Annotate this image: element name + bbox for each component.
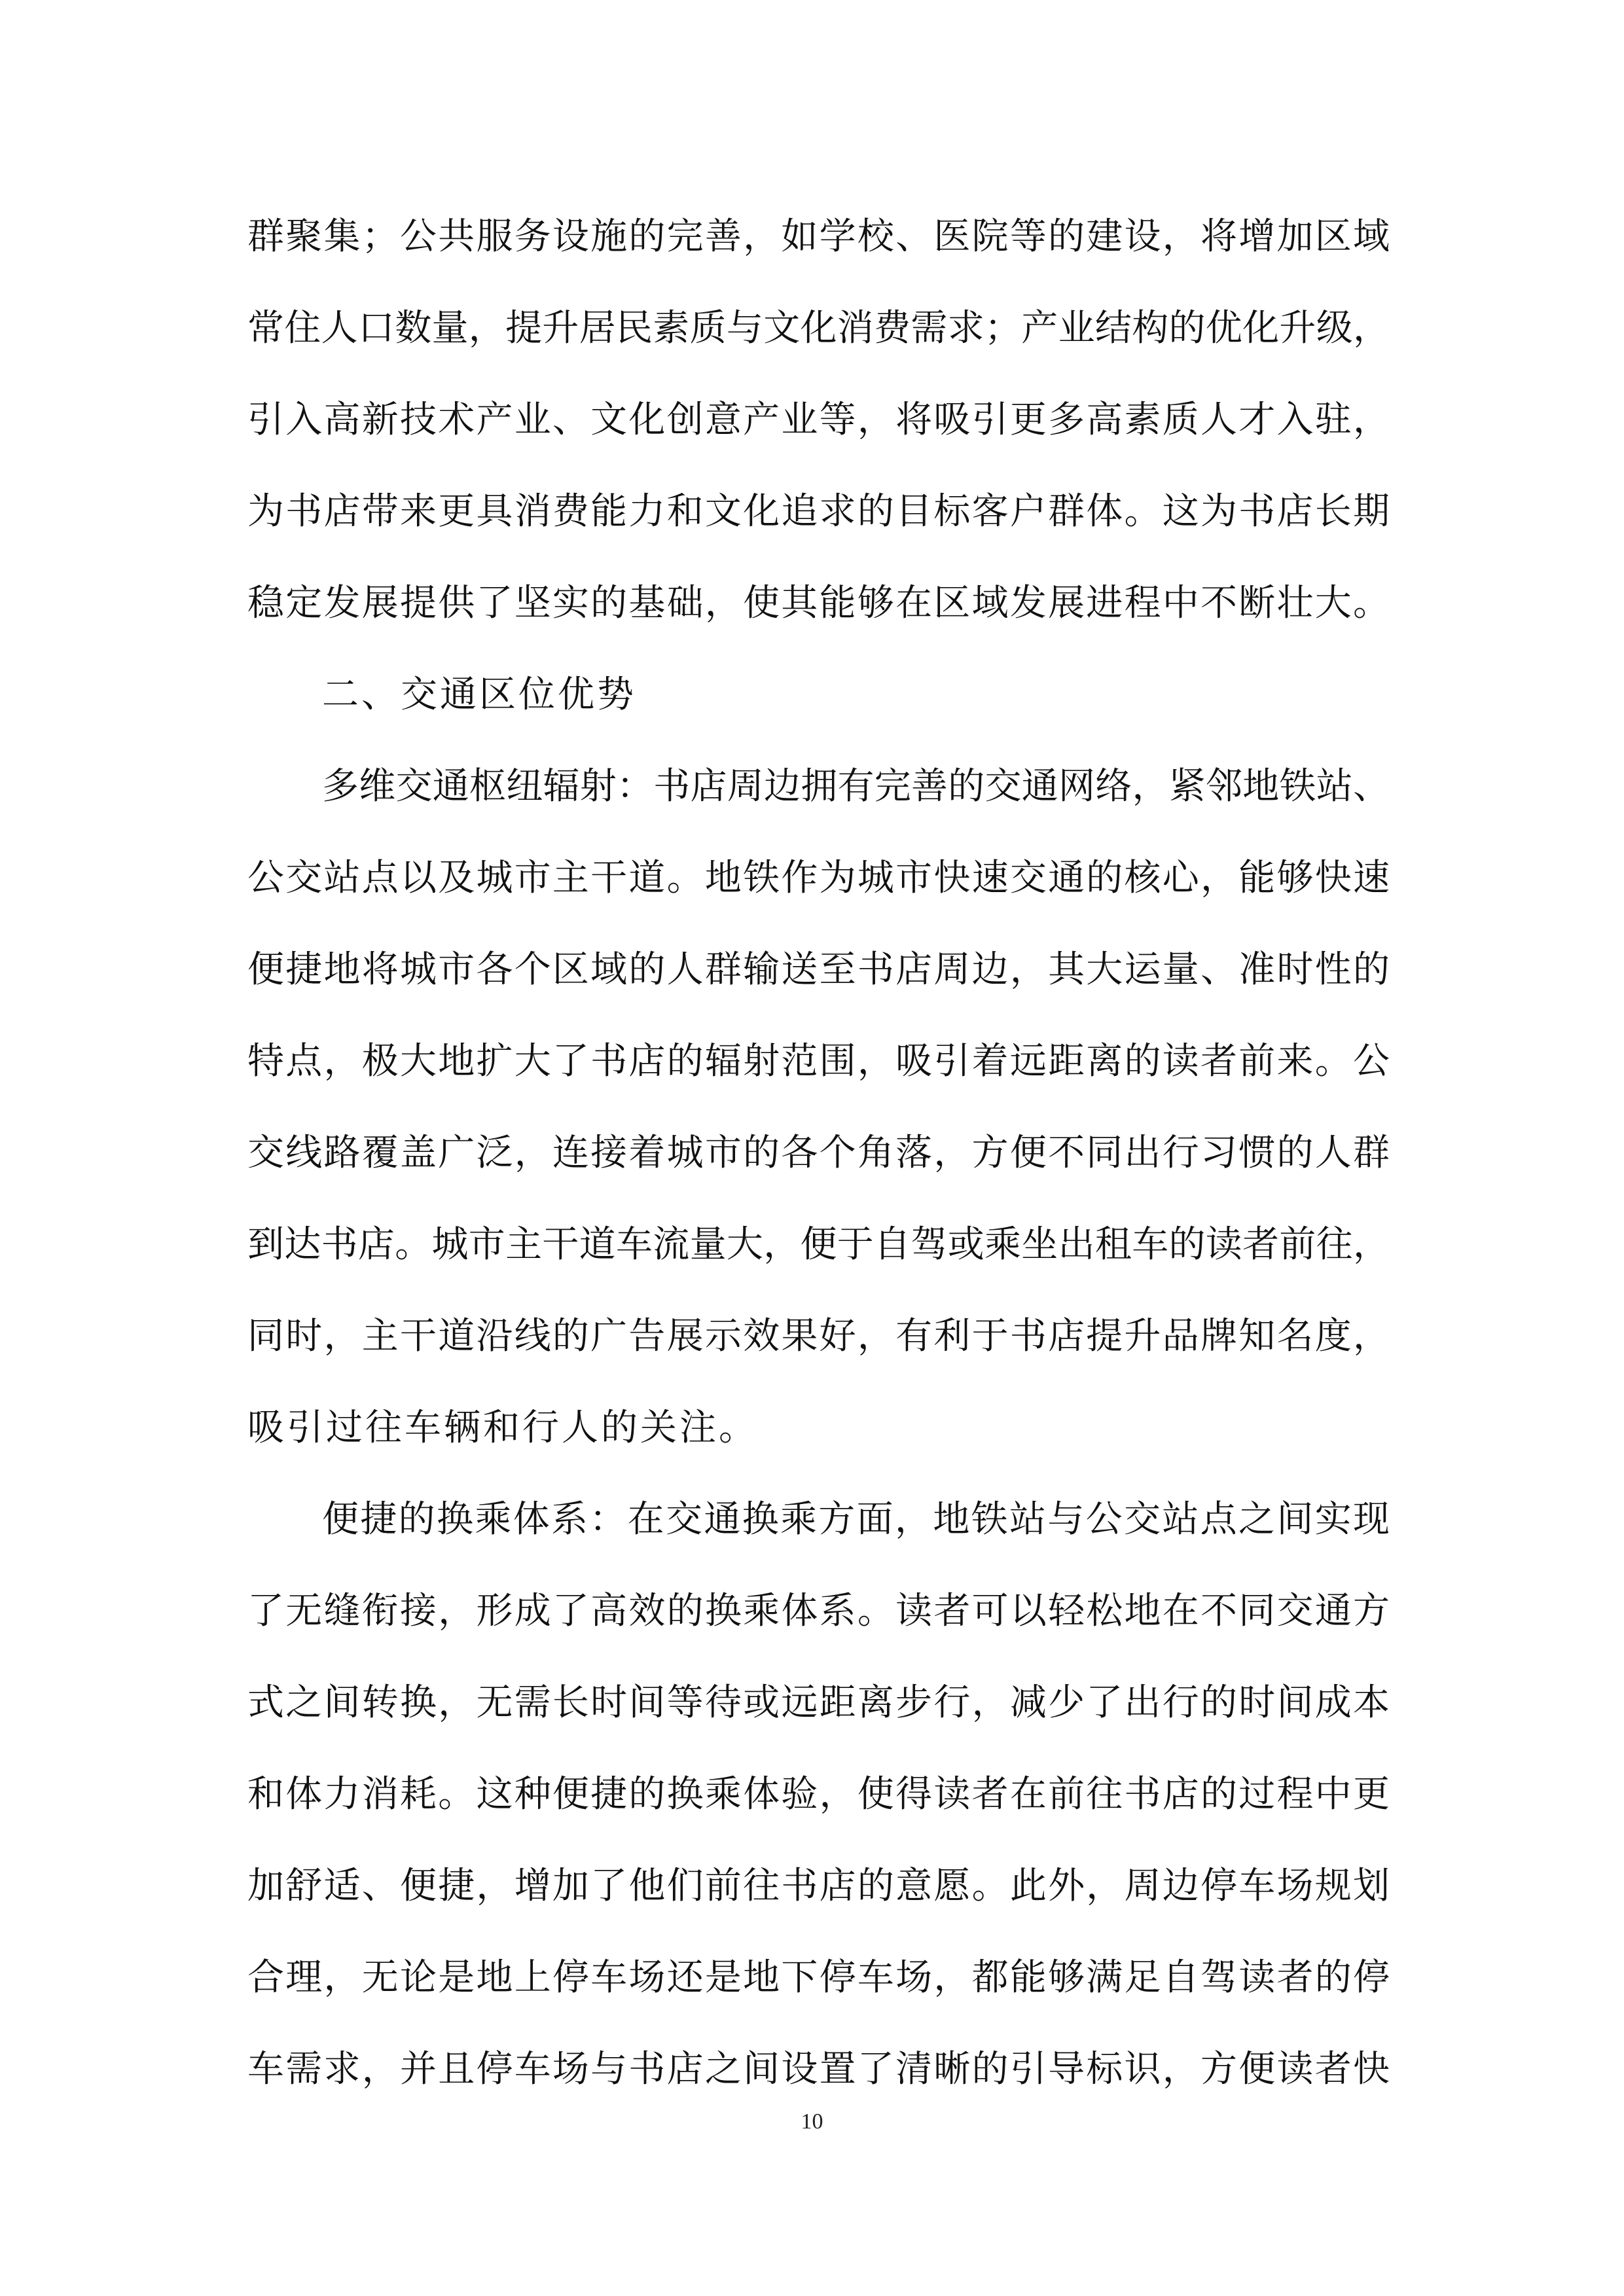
text-line: 引入高新技术产业、文化创意产业等，将吸引更多高素质人才入驻， — [247, 399, 1390, 441]
text-line: 同时，主干道沿线的广告展示效果好，有利于书店提升品牌知名度， — [247, 1315, 1390, 1357]
text-line: 式之间转换，无需长时间等待或远距离步行，减少了出行的时间成本 — [247, 1681, 1390, 1724]
text-line: 了无缝衔接，形成了高效的换乘体系。读者可以轻松地在不同交通方 — [247, 1590, 1390, 1632]
section-heading: 二、交通区位优势 — [322, 673, 636, 716]
text-line: 吸引过往车辆和行人的关注。 — [247, 1407, 758, 1449]
text-line: 群聚集；公共服务设施的完善，如学校、医院等的建设，将增加区域 — [247, 215, 1390, 258]
text-line: 便捷地将城市各个区域的人群输送至书店周边，其大运量、准时性的 — [247, 948, 1390, 991]
text-line: 稳定发展提供了坚实的基础，使其能够在区域发展进程中不断壮大。 — [247, 582, 1390, 624]
text-line: 和体力消耗。这种便捷的换乘体验，使得读者在前往书店的过程中更 — [247, 1773, 1390, 1816]
text-line: 合理，无论是地上停车场还是地下停车场，都能够满足自驾读者的停 — [247, 1956, 1390, 1999]
paragraph-first-line: 多维交通枢纽辐射：书店周边拥有完善的交通网络，紧邻地铁站、 — [322, 765, 1390, 808]
text-line: 为书店带来更具消费能力和文化追求的目标客户群体。这为书店长期 — [247, 490, 1390, 533]
text-line: 加舒适、便捷，增加了他们前往书店的意愿。此外，周边停车场规划 — [247, 1865, 1390, 1907]
text-line: 特点，极大地扩大了书店的辐射范围，吸引着远距离的读者前来。公 — [247, 1040, 1390, 1083]
text-line: 常住人口数量，提升居民素质与文化消费需求；产业结构的优化升级， — [247, 307, 1390, 350]
text-line: 交线路覆盖广泛，连接着城市的各个角落，方便不同出行习惯的人群 — [247, 1132, 1390, 1174]
paragraph-first-line: 便捷的换乘体系：在交通换乘方面，地铁站与公交站点之间实现 — [322, 1498, 1390, 1541]
page-number: 10 — [801, 2109, 823, 2134]
text-line: 到达书店。城市主干道车流量大，便于自驾或乘坐出租车的读者前往， — [247, 1223, 1390, 1266]
text-line: 车需求，并且停车场与书店之间设置了清晰的引导标识，方便读者快 — [247, 2048, 1390, 2090]
text-line: 公交站点以及城市主干道。地铁作为城市快速交通的核心，能够快速 — [247, 857, 1390, 899]
